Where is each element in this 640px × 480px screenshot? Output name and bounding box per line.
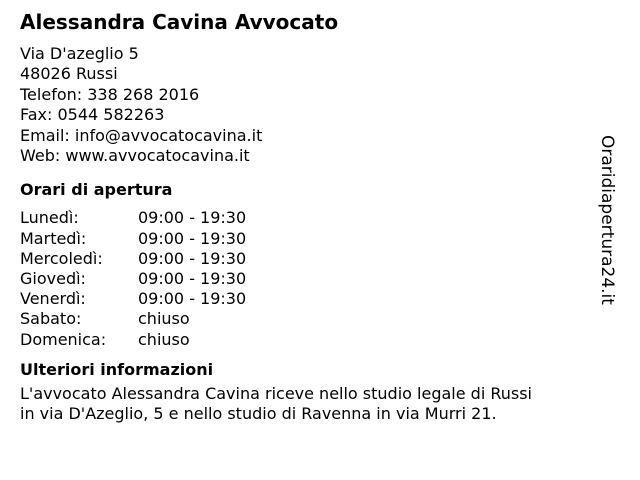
more-info-title: Ulteriori informazioni (20, 359, 214, 379)
street-address: Via D'azeglio 5 (20, 44, 139, 63)
day-hours: chiuso (138, 329, 190, 349)
more-info-text (20, 384, 600, 425)
more-info-line: L'avvocato Alessandra Cavina riceve nello studio legale di Russi (20, 383, 532, 403)
opening-hours-title: Orari di apertura (20, 180, 173, 200)
day-label: Sabato: (20, 309, 82, 329)
day-label: Mercoledì: (20, 248, 103, 268)
hours-row-tuesday (20, 229, 600, 249)
day-label: Venerdì: (20, 289, 86, 309)
hours-row-sunday (20, 330, 600, 350)
city-postcode: 48026 Russi (20, 64, 118, 84)
day-hours: chiuso (138, 309, 190, 329)
day-hours: 09:00 - 19:30 (138, 208, 247, 228)
fax-number: Fax: 0544 582263 (20, 105, 165, 125)
day-label: Domenica: (20, 329, 107, 349)
contact-details (20, 44, 600, 166)
watermark-text: Oraridiapertura24.it (597, 135, 617, 305)
more-info-line: in via D'Azeglio, 5 e nello studio di Ravenna in via Murri 21. (20, 404, 497, 424)
website: Web: www.avvocatocavina.it (20, 146, 250, 166)
hours-row-monday (20, 208, 600, 228)
hours-row-thursday (20, 269, 600, 289)
day-hours: 09:00 - 19:30 (138, 289, 247, 309)
hours-row-saturday (20, 309, 600, 329)
day-label: Lunedì: (20, 208, 79, 228)
hours-row-friday (20, 289, 600, 309)
day-label: Martedì: (20, 228, 87, 248)
business-name: Alessandra Cavina Avvocato (20, 10, 339, 34)
day-hours: 09:00 - 19:30 (138, 248, 247, 268)
business-card (20, 10, 600, 425)
opening-hours-table (20, 208, 600, 349)
day-label: Giovedì: (20, 269, 86, 289)
hours-row-wednesday (20, 249, 600, 269)
email-address: Email: info@avvocatocavina.it (20, 125, 263, 145)
day-hours: 09:00 - 19:30 (138, 269, 247, 289)
site-watermark (597, 135, 638, 310)
day-hours: 09:00 - 19:30 (138, 228, 247, 248)
phone-number: Telefon: 338 268 2016 (20, 84, 200, 104)
